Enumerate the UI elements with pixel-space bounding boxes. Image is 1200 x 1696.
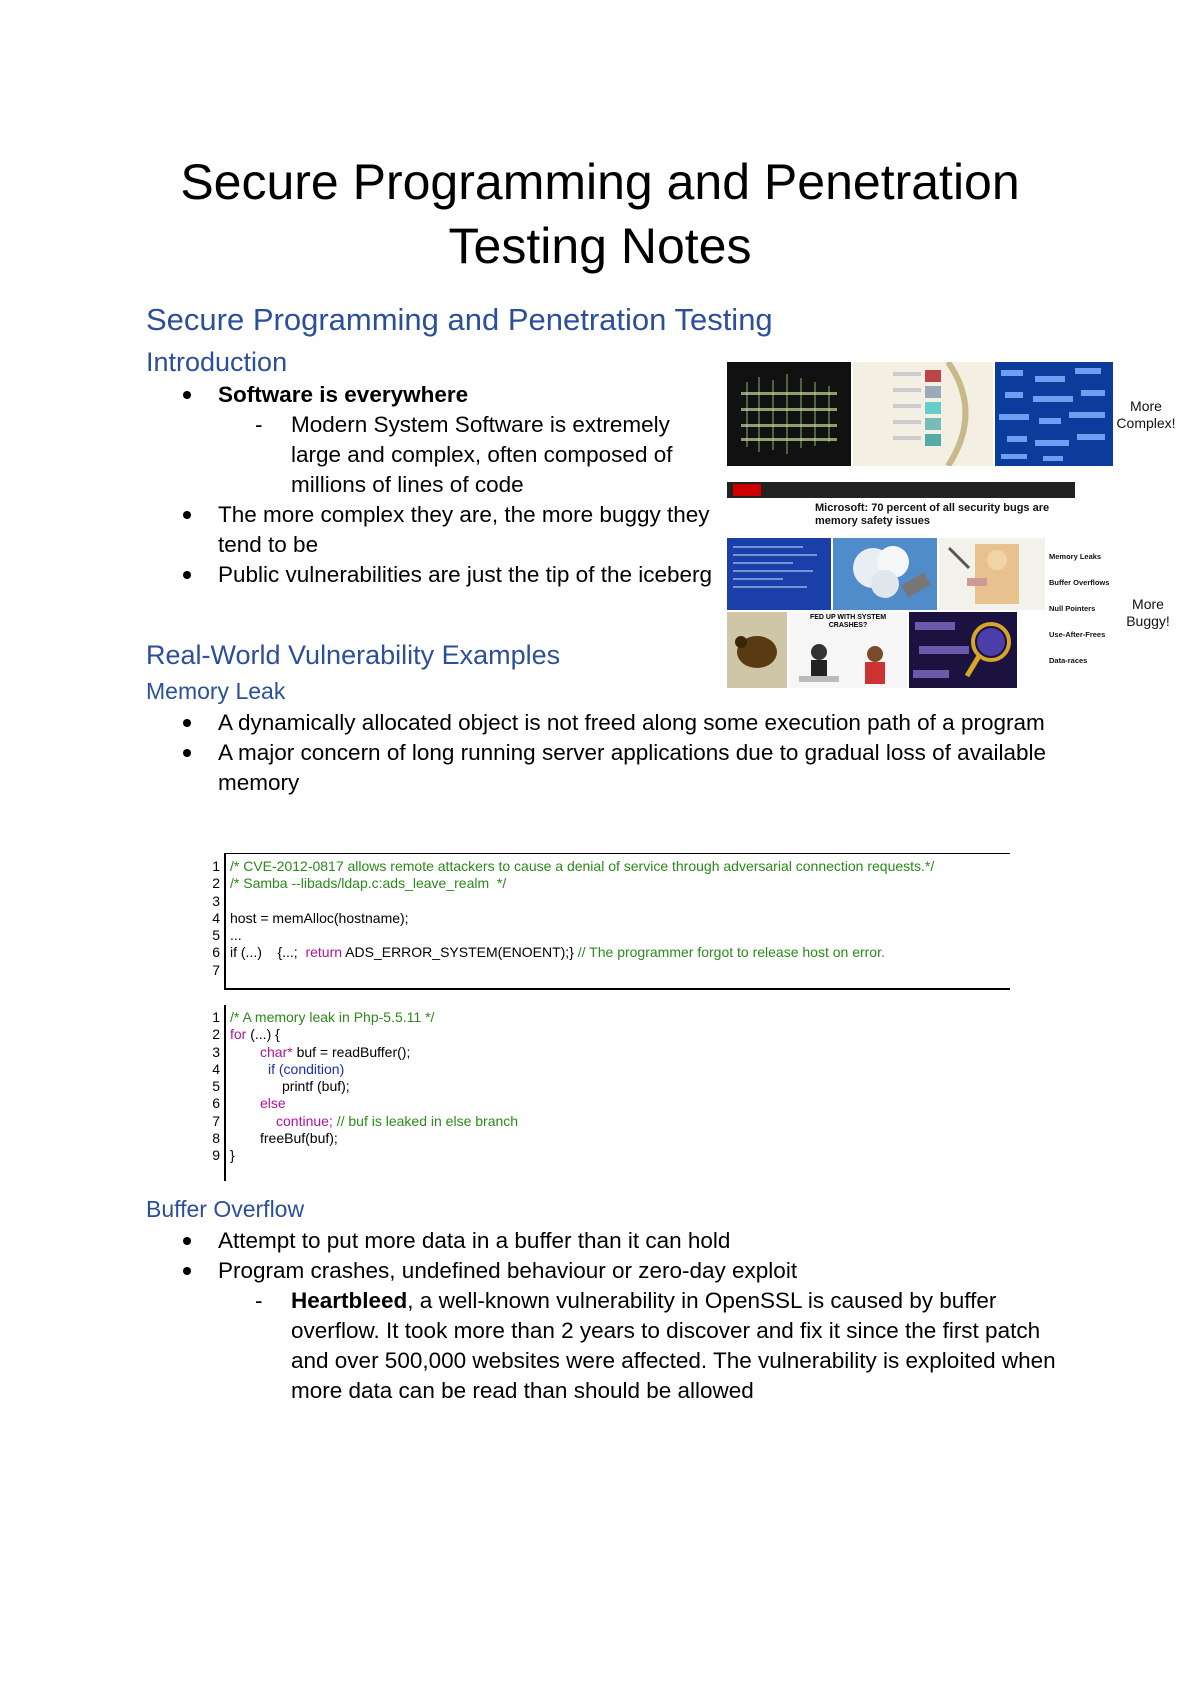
line-numbers: 1 2 3 4 5 6 7 xyxy=(212,858,220,978)
code-line: /* Samba --libads/ldap.c:ads_leave_realm */ xyxy=(230,875,507,892)
list-item xyxy=(146,738,1046,798)
list-item xyxy=(146,708,1046,738)
code-line xyxy=(230,962,934,979)
label-more-complex: More Complex! xyxy=(1116,398,1176,431)
bullet-text: Program crashes, undefined behaviour or zero-day exploit xyxy=(218,1258,798,1283)
code-line: for (...) { xyxy=(230,1026,280,1043)
keywords-image xyxy=(995,362,1113,466)
code-line: /* A memory leak in Php-5.5.11 */ xyxy=(230,1009,435,1025)
bug-type-list xyxy=(1049,544,1119,674)
list-item: Memory Leaks xyxy=(1049,552,1102,561)
real-world-heading: Real-World Vulnerability Examples xyxy=(146,640,561,670)
code-line: else xyxy=(260,1095,286,1112)
section-heading: Secure Programming and Penetration Testing xyxy=(146,302,773,337)
bullet-text: Software is everywhere xyxy=(218,382,469,407)
code-line xyxy=(230,893,934,910)
list-item xyxy=(146,380,716,500)
code-line: char* buf = readBuffer(); xyxy=(260,1043,411,1060)
label-more-buggy: More Buggy! xyxy=(1126,596,1170,629)
code-border-left xyxy=(224,853,226,989)
code-block-php xyxy=(206,1005,606,1181)
code-block-cve xyxy=(206,853,1006,989)
list-item: Data-races xyxy=(1049,656,1088,665)
memory-leak-list xyxy=(146,708,1046,798)
bullet-text: Public vulnerabilities are just the tip of the iceberg xyxy=(218,562,713,587)
code-line: /* CVE-2012-0817 allows remote attackers to cause a denial of service through adversarial connection requests.*/ xyxy=(230,858,935,874)
bullet-text: Modern System Software is extremely large and complex, often composed of millions of lines of code xyxy=(291,412,673,497)
bullet-text: Attempt to put more data in a buffer than it can hold xyxy=(218,1228,731,1253)
code-line: if (...) {...; return ADS_ERROR_SYSTEM(ENOENT);} // The programmer forgot to release host on error. xyxy=(230,944,885,961)
introduction-heading: Introduction xyxy=(146,347,288,377)
code-line: continue; // buf is leaked in else branch xyxy=(276,1112,519,1129)
list-item: Use-After-Frees xyxy=(1049,630,1106,639)
system-crash-image xyxy=(789,612,907,688)
buffer-overflow-list xyxy=(146,1226,1066,1406)
code-line: freeBuf(buf); xyxy=(260,1130,338,1147)
code-line: host = memAlloc(hostname); xyxy=(230,909,409,926)
code-line: printf (buf); xyxy=(282,1078,350,1095)
list-item xyxy=(146,560,716,590)
list-item xyxy=(146,1256,1066,1406)
news-headline: Microsoft: 70 percent of all security bugs are memory safety issues xyxy=(815,502,1050,527)
code-line: ... xyxy=(230,927,242,944)
code-border-bottom xyxy=(224,988,1010,990)
code-lines xyxy=(230,1009,518,1165)
smoke-image xyxy=(833,538,937,610)
list-item xyxy=(146,1226,1066,1256)
code-lines xyxy=(230,858,934,979)
heartbleed-term: Heartbleed xyxy=(291,1288,408,1313)
code-border-left xyxy=(224,1005,226,1181)
illustration-collage xyxy=(727,362,1177,688)
line-numbers: 1 2 3 4 5 6 7 8 9 xyxy=(212,1009,220,1164)
code-line: } xyxy=(230,1147,235,1164)
code-visualization-image xyxy=(727,362,851,466)
diagram-image xyxy=(853,362,993,466)
list-item xyxy=(218,1286,1066,1406)
introduction-list xyxy=(146,380,716,590)
list-item: Null Pointers xyxy=(1049,604,1096,613)
code-line: if (condition) xyxy=(268,1060,345,1077)
bug-image xyxy=(727,612,787,688)
bullet-text: A major concern of long running server applications due to gradual loss of available memory xyxy=(218,740,1046,795)
bullet-text: A dynamically allocated object is not freed along some execution path of a program xyxy=(218,710,1045,735)
list-item xyxy=(146,500,716,560)
tile-caption: FED UP WITH SYSTEM CRASHES? xyxy=(809,614,887,629)
cartoon-image xyxy=(939,538,1045,610)
blue-screen-image xyxy=(727,538,831,610)
list-item xyxy=(218,410,716,500)
document-title: Secure Programming and Penetration Testing Notes xyxy=(180,154,1020,274)
bullet-text: The more complex they are, the more buggy they tend to be xyxy=(218,502,710,557)
bullet-text: , a well-known vulnerability in OpenSSL is caused by buffer overflow. It took more than 2 years to discover and fix it since the first patch and over 500,000 websites were affected. The vulnerability is exploited when more data can be read than should be allowed xyxy=(291,1288,1056,1403)
list-item: Buffer Overflows xyxy=(1049,578,1110,587)
trojan-image xyxy=(909,612,1017,688)
buffer-overflow-heading: Buffer Overflow xyxy=(146,1196,305,1222)
memory-leak-heading: Memory Leak xyxy=(146,678,286,704)
code-border-top xyxy=(224,853,1010,854)
